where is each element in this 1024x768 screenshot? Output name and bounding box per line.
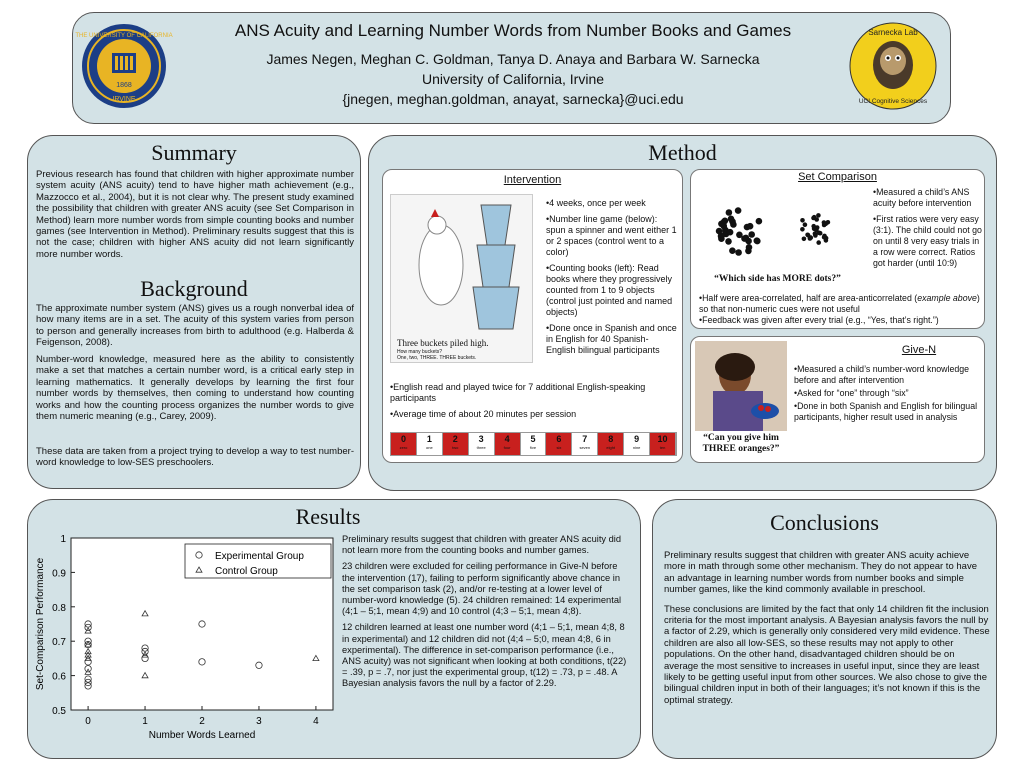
number-line-number: 10	[657, 434, 668, 444]
number-line-word: two	[452, 445, 459, 450]
dot	[746, 244, 753, 251]
background-p2: Number-word knowledge, measured here as the ability to consistently make a set that matches a certain number word, is a critical early step in learning mathematics. It generally develops by learning the first four number words by themselves, then coming to understand how counting works and how the counting process organizes the number words to give them numeric meaning (e.g., Carey, 2009).	[36, 354, 354, 423]
number-line-game	[390, 432, 677, 456]
give-n-bullets	[794, 364, 980, 425]
conclusions-p1: Preliminary results suggest that children with greater ANS acuity achieve more in math through some other mechanism. They do not appear to have an advantage in learning number words from number books and simple number games, like the kind commonly available in preschool.	[664, 550, 977, 596]
dot	[722, 218, 729, 225]
legend-label: Experimental Group	[215, 551, 304, 562]
counting-book-image	[390, 194, 533, 363]
intervention-bullets	[546, 198, 678, 361]
number-line-word: five	[529, 445, 537, 450]
uci-seal-year: 1868	[116, 82, 132, 89]
number-line-number: 0	[400, 434, 406, 444]
number-line-number: 8	[608, 434, 614, 444]
results-panel	[27, 499, 641, 759]
number-line-cell	[495, 433, 521, 455]
dot	[754, 238, 761, 245]
uci-seal-text: THE UNIVERSITY OF CALIFORNIA	[75, 33, 173, 39]
sarnecka-lab-logo	[848, 21, 938, 111]
dot	[727, 229, 734, 236]
give-n-bullet: •Asked for “one” through “six”	[794, 388, 909, 398]
dot	[747, 223, 754, 230]
dot	[822, 235, 827, 240]
results-p3: 12 children learned at least one number word (4;1 – 5;1, mean 4;8, 8 in experimental) and 12 children did not (4;4 – 5;0, mean 4;8, 6 in experimental). The difference in set-comparison performance (i.e., ANS acuity) was not significant when looking at both conditions, t(22) = .39, p = .7, nor just the experimental group, t(12) = .73, p = .48. A Bayesian analysis favors the null by a factor of 2.29.	[342, 622, 627, 689]
give-n-question: “Can you give him THREE oranges?”	[702, 433, 780, 454]
x-tick-label: 0	[85, 716, 91, 727]
number-line-cell	[546, 433, 572, 455]
number-line-number: 9	[634, 434, 640, 444]
number-line-word: eight	[606, 445, 616, 450]
intervention-bottom-bullet: •Average time of about 20 minutes per session	[390, 409, 577, 419]
set-comparison-bullets	[873, 187, 983, 274]
x-tick-label: 2	[199, 716, 205, 727]
dot	[816, 213, 821, 218]
poster-title: ANS Acuity and Learning Number Words from Number Books and Games	[234, 21, 792, 40]
dot	[718, 233, 725, 240]
number-line-cell	[624, 433, 650, 455]
set-comparison-box	[690, 169, 985, 329]
book-caption-3: One, two, THREE. THREE buckets.	[397, 355, 477, 361]
set-comparison-bottom-2: •Feedback was given after every trial (e.g., “Yes, that’s right.”)	[699, 315, 939, 325]
y-tick-label: 1	[60, 534, 66, 545]
bottom-1-part-a: •Half were area-correlated, half are area-anticorrelated (	[699, 293, 918, 303]
y-tick-label: 0.6	[52, 671, 66, 683]
dot	[812, 226, 817, 231]
y-tick-label: 0.9	[52, 568, 66, 580]
number-line-word: one	[426, 445, 433, 450]
dot	[735, 249, 742, 256]
results-scatter-chart	[31, 530, 341, 752]
dot	[808, 236, 813, 241]
background-p3: These data are taken from a project trying to develop a way to test number-word knowledge to low-SES preschoolers.	[36, 446, 354, 469]
give-n-bullet: •Measured a child’s number-word knowledge before and after intervention	[794, 364, 970, 385]
legend-label: Control Group	[215, 566, 278, 577]
results-p1: Preliminary results suggest that children with greater ANS acuity did not learn more from the counting books and number games.	[342, 534, 622, 556]
lab-logo-text: Sarnecka Lab	[868, 28, 918, 37]
set-comparison-bottom-1	[699, 293, 982, 315]
number-line-number: 1	[426, 434, 432, 444]
y-axis-label: Set-Comparison Performance	[35, 557, 46, 691]
dot	[802, 237, 807, 242]
y-tick-label: 0.8	[52, 602, 66, 614]
header-panel	[72, 12, 951, 124]
number-line-cell	[443, 433, 469, 455]
summary-heading: Summary	[151, 140, 237, 165]
intervention-bottom-bullet: •English read and played twice for 7 additional English-speaking participants	[390, 382, 646, 403]
give-n-heading: Give-N	[901, 344, 937, 356]
method-heading: Method	[648, 140, 717, 165]
emails: {jnegen, meghan.goldman, anayat, sarnecka}@uci.edu	[342, 91, 684, 107]
number-line-number: 7	[582, 434, 588, 444]
dot	[735, 207, 742, 214]
number-line-word: nine	[632, 445, 641, 450]
number-line-cell	[598, 433, 624, 455]
conclusions-p2: These conclusions are limited by the fact that only 14 children fit the inclusion criteria for the most important analysis. A Bayesian analysis favors the null by a factor of 2.29, which is generally only considered very mild evidence. These children are also all low-SES, so these results may not apply to other populations. On the other hand, disadvantaged children should be on average the most sensitive to increases in useful input, since they are least likely to be getting useful input from other sources. We also chose to give the bilingual children input in both of their languages; it’s not known if this is the optimal strategy.	[664, 603, 990, 706]
number-line-cell	[469, 433, 495, 455]
y-tick-label: 0.5	[52, 706, 66, 717]
dot	[726, 209, 733, 216]
intervention-heading: Intervention	[503, 174, 562, 186]
results-text	[342, 534, 632, 695]
intervention-box	[382, 169, 683, 463]
number-line-cell	[521, 433, 547, 455]
give-n-box	[690, 336, 985, 463]
conclusions-text	[664, 550, 990, 711]
give-n-bullet: •Done in both Spanish and English for bilingual participants, higher result used in analysis	[794, 401, 978, 422]
dot	[725, 238, 732, 245]
number-line-number: 2	[452, 434, 458, 444]
background-heading: Background	[140, 276, 248, 301]
results-heading: Results	[295, 504, 361, 529]
authors: James Negen, Meghan C. Goldman, Tanya D. Anaya and Barbara W. Sarnecka	[266, 51, 760, 67]
dot	[824, 222, 829, 227]
number-line-number: 5	[530, 434, 536, 444]
number-line-cell	[650, 433, 676, 455]
x-axis-label: Number Words Learned	[148, 730, 256, 741]
child-photo	[695, 341, 787, 431]
uci-seal-irvine: IRVINE	[112, 96, 136, 103]
y-tick-label: 0.7	[52, 637, 66, 649]
dot	[756, 218, 763, 225]
number-line-cell	[391, 433, 417, 455]
dot	[800, 227, 805, 232]
number-line-word: seven	[579, 445, 591, 450]
lab-logo-subtext: UCI Cognitive Sciences	[858, 98, 928, 105]
summary-text: Previous research has found that children with higher approximate number system acuity (ANS acuity) tend to have higher math achievement (e.g., Mazzocco et al., 2004), but it is not clear why. The present study examined the possibility that children with greater ANS acuity (see Set Comparison in Method) learn more number words from simple counting books and number games (see Intervention in Method). Preliminary results suggest that this is not the case; children with higher ANS acuity did not learn significantly more number words.	[36, 169, 354, 260]
chicken-buckets-illustration	[391, 195, 532, 335]
dot	[816, 240, 821, 245]
conclusions-heading: Conclusions	[770, 510, 879, 535]
number-line-number: 6	[556, 434, 562, 444]
set-comparison-question: “Which side has MORE dots?”	[714, 274, 841, 284]
number-line-word: zero	[399, 445, 408, 450]
dot	[803, 222, 808, 227]
number-line-word: ten	[659, 445, 666, 450]
bottom-1-emphasis: example above	[917, 293, 977, 303]
intervention-bullet: •4 weeks, once per week	[546, 198, 646, 208]
uci-seal-logo	[75, 23, 173, 109]
book-caption-1: Three buckets piled high.	[397, 338, 489, 348]
dot	[813, 233, 818, 238]
number-line-number: 4	[504, 434, 510, 444]
number-line-number: 3	[478, 434, 484, 444]
dot-comparison-image	[695, 190, 855, 270]
dot	[800, 218, 805, 223]
conclusions-panel	[652, 499, 997, 759]
intervention-bullet: •Number line game (below): spun a spinner and went either 1 or 2 spaces (control went to a color)	[546, 214, 677, 257]
bottom-1-part-b: ) so that non-numeric cues were not useful	[699, 293, 980, 314]
set-comparison-bullet: •First ratios were very easy (3:1). The child could not go on until 8 very easy trials in a row were correct. Ratios got harder (until 10:9)	[873, 214, 982, 268]
method-panel	[368, 135, 997, 491]
dot	[741, 235, 748, 242]
set-comparison-bottom	[699, 293, 982, 326]
summary-panel	[27, 135, 361, 489]
x-tick-label: 3	[256, 716, 262, 727]
affiliation: University of California, Irvine	[421, 71, 605, 87]
intervention-bullet: •Done once in Spanish and once in English for 40 Spanish-English bilingual participants	[546, 323, 677, 355]
book-caption-2: How many buckets?	[397, 349, 443, 355]
x-tick-label: 4	[313, 716, 319, 727]
intervention-bottom-bullets	[390, 382, 676, 425]
dot	[748, 231, 755, 238]
dot	[729, 247, 736, 254]
number-line-cell	[572, 433, 598, 455]
intervention-bullet: •Counting books (left): Read books where they progressively counted from 1 to 9 objects (control just pointed and named objects)	[546, 263, 673, 317]
set-comparison-heading: Set Comparison	[798, 171, 877, 183]
number-line-word: six	[556, 445, 562, 450]
number-line-word: four	[503, 445, 511, 450]
set-comparison-bullet: •Measured a child’s ANS acuity before intervention	[873, 187, 972, 208]
results-p2: 23 children were excluded for ceiling performance in Give-N before the intervention (17), failing to perform significantly above chance in the set comparison task (2), and/or re-testing at a lower level of number-word knowledge (5). 24 children remained: 14 experimental (4;1 – 5;1, mean 4;9) and 10 control (4;3 – 5;1, mean 4;8).	[342, 561, 622, 617]
dot	[728, 216, 735, 223]
dot	[814, 217, 819, 222]
number-line-cell	[417, 433, 443, 455]
number-line-word: three	[476, 445, 486, 450]
x-tick-label: 1	[142, 716, 148, 727]
background-p1: The approximate number system (ANS) gives us a rough nonverbal idea of how many items are in a set. The acuity of this system varies from person to person and generally increases from birth to adulthood (e.g. Halberda & Feigenson, 2008).	[36, 303, 354, 349]
